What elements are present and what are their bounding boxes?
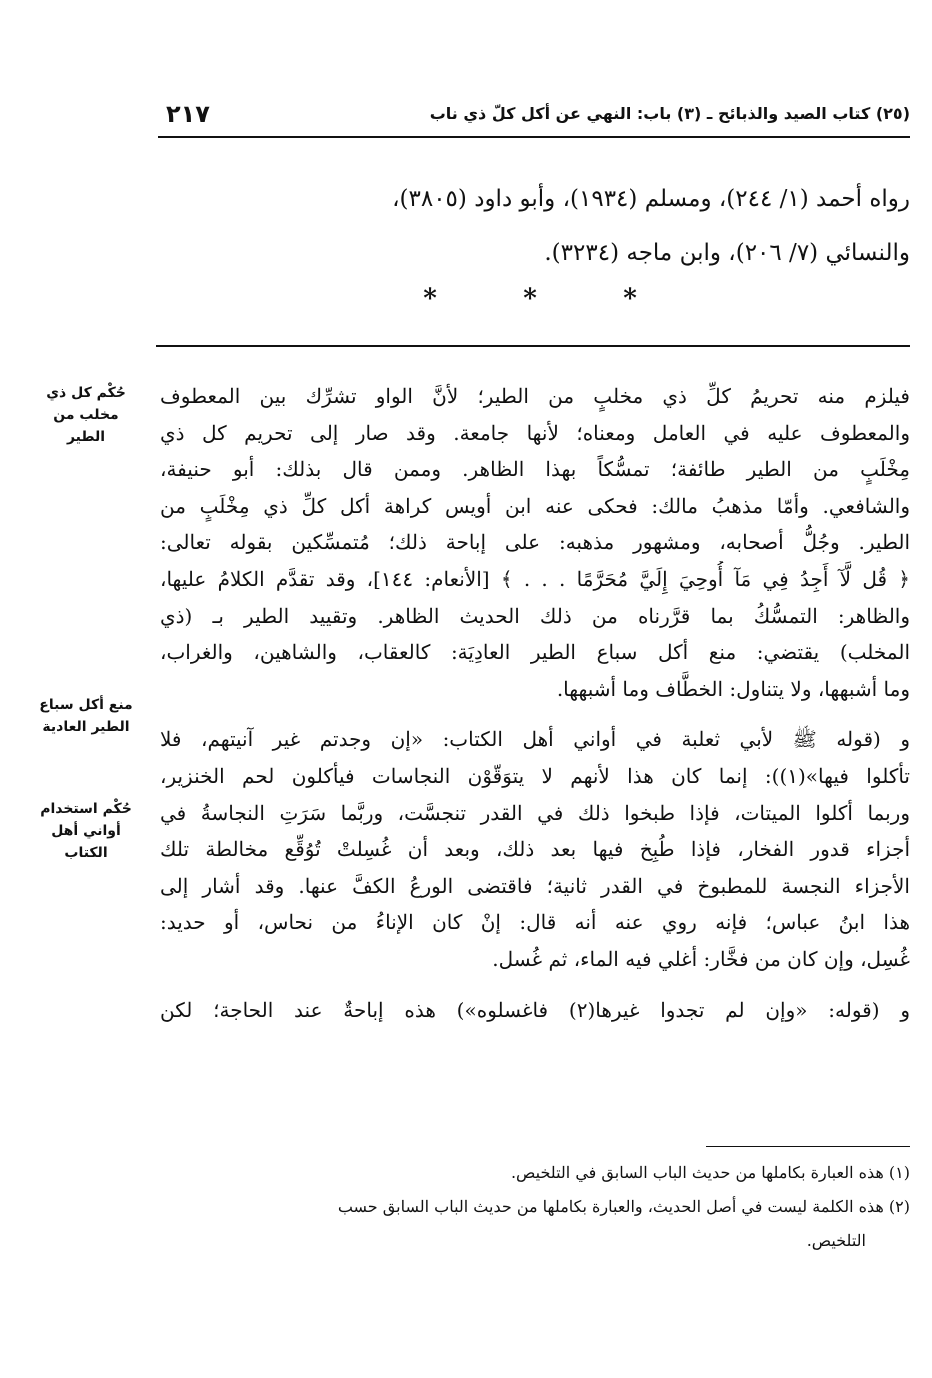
text-line: فيلزم منه تحريمُ كلِّ ذي مخلبٍ من الطير؛ لأنَّ الواو تشرِّك بين المعطوف xyxy=(160,384,910,408)
quran-verse-line: ﴿ قُل لَّآ أَجِدُ فِي مَآ أُوحِيَ إِلَيَّ مُحَرَّمًا . . . ﴾ [الأنعام: ١٤٤]، وقد تقدَّم الكلامُ عليها، xyxy=(160,566,910,591)
margin-note xyxy=(22,694,150,738)
text-line: الأجزاء النجسة للمطبوخ في القدر ثانية؛ فاقتضى الورعُ الكفَّ عنها. وقد أشار إلى xyxy=(160,873,910,898)
section-separator-stars xyxy=(400,284,660,314)
text-line: و (قوله: «وإن لم تجدوا غيرها(٢) فاغسلوه») هذه إباحةٌ عند الحاجة؛ لكن xyxy=(160,997,910,1022)
text-line: مِخْلَبٍ من الطير طائفة؛ تمسُّكاً بهذا الظاهر. وممن قال بذلك: أبو حنيفة، xyxy=(160,457,910,482)
text-line: و (قوله ﷺ لأبي ثعلبة في أواني أهل الكتاب: «إن وجدتم غير آنيتهم، فلا xyxy=(160,727,910,752)
text-line: أجزاء قدور الفخار، فإذا طُبِخ فيها بعد ذلك، وبعد أن غُسِلتْ تُوُقِّع مخالطة تلك xyxy=(160,837,910,862)
footnote-continuation: التلخيص. xyxy=(806,1231,866,1250)
text-line: والمعطوف عليه في العامل ومعناه؛ لأنها جامعة. وقد صار إلى تحريم كل ذي xyxy=(160,420,910,445)
hadith-source-citation xyxy=(160,172,910,280)
paragraph xyxy=(160,378,910,707)
star-ornament: * xyxy=(523,284,537,314)
margin-note-line: حُكْم استخدام xyxy=(40,801,132,817)
citation-line: رواه أحمد (١/ ٢٤٤)، ومسلم (١٩٣٤)، وأبو داود (٣٨٠٥)، xyxy=(392,186,910,212)
star-ornament: * xyxy=(623,284,637,314)
margin-note-line: الكتاب xyxy=(64,845,108,861)
text-line: وما أشبهها، ولا يتناول: الخطَّاف وما أشبهها. xyxy=(556,676,910,701)
text-line: وربما أكلوا الميتات، فإذا طبخوا ذلك في القدر تنجسَّت، وربَّما سَرَتِ النجاسةُ في xyxy=(160,800,910,825)
margin-note xyxy=(22,382,150,448)
margin-note-line: الطير العادية xyxy=(42,719,130,735)
page-header xyxy=(158,96,910,138)
paragraph xyxy=(160,721,910,977)
margin-note-line: حُكْم كل ذي xyxy=(46,385,126,401)
footnote: (٢) هذه الكلمة ليست في أصل الحديث، والعبارة بكاملها من حديث الباب السابق حسب xyxy=(337,1197,910,1216)
commentary-divider xyxy=(156,345,910,347)
text-line: المخلب) يقتضي: منع أكل سباع الطير العادِيَة: كالعقاب، والشاهين، والغراب، xyxy=(160,640,910,665)
text-line: والظاهر: التمسُّكُ بما قرَّرناه من ذلك الحديث الظاهر. وتقييد الطير بـ (ذي xyxy=(160,603,910,628)
margin-note-line: أواني أهل xyxy=(51,823,121,839)
margin-note-line: الطير xyxy=(66,429,106,445)
text-line: الطير. وجُلُّ أصحابه، ومشهور مذهبه: على إباحة ذلك؛ مُتمسِّكين بقوله تعالى: xyxy=(160,530,910,555)
star-ornament: * xyxy=(423,284,437,314)
paragraph xyxy=(160,992,910,1029)
commentary-text xyxy=(160,378,910,1028)
citation-line: والنسائي (٧/ ٢٠٦)، وابن ماجه (٣٢٣٤). xyxy=(544,240,910,266)
footnotes xyxy=(160,1156,910,1258)
text-line: غُسِل، وإن كان من فخَّار: أغلي فيه الماء، ثم غُسل. xyxy=(492,946,910,971)
running-title: (٢٥) كتاب الصيد والذبائح ـ (٣) باب: النهي عن أكل كلّ ذي ناب xyxy=(429,104,910,123)
footnote: (١) هذه العبارة بكاملها من حديث الباب السابق في التلخيص. xyxy=(510,1163,910,1182)
text-line: تأكلوا فيها»(١)): إنما كان هذا لأنهم لا يتوَقّوْن النجاسات فيأكلون لحم الخنزير، xyxy=(160,763,910,788)
text-line: هذا ابنُ عباس؛ فإنه روي عنه أنه قال: إنْ كان الإناءُ من نحاس، أو حديد: xyxy=(160,910,910,935)
page-number: ٢١٧ xyxy=(166,100,210,128)
text-line: والشافعي. وأمّا مذهبُ مالك: فحكى عنه ابن أويس كراهة أكل كلِّ ذي مِخْلَبٍ من xyxy=(160,493,910,518)
margin-note-line: منع أكل سباع xyxy=(39,697,133,713)
margin-note xyxy=(22,798,150,864)
footnote-rule xyxy=(706,1146,910,1147)
margin-note-line: مخلب من xyxy=(53,407,119,423)
